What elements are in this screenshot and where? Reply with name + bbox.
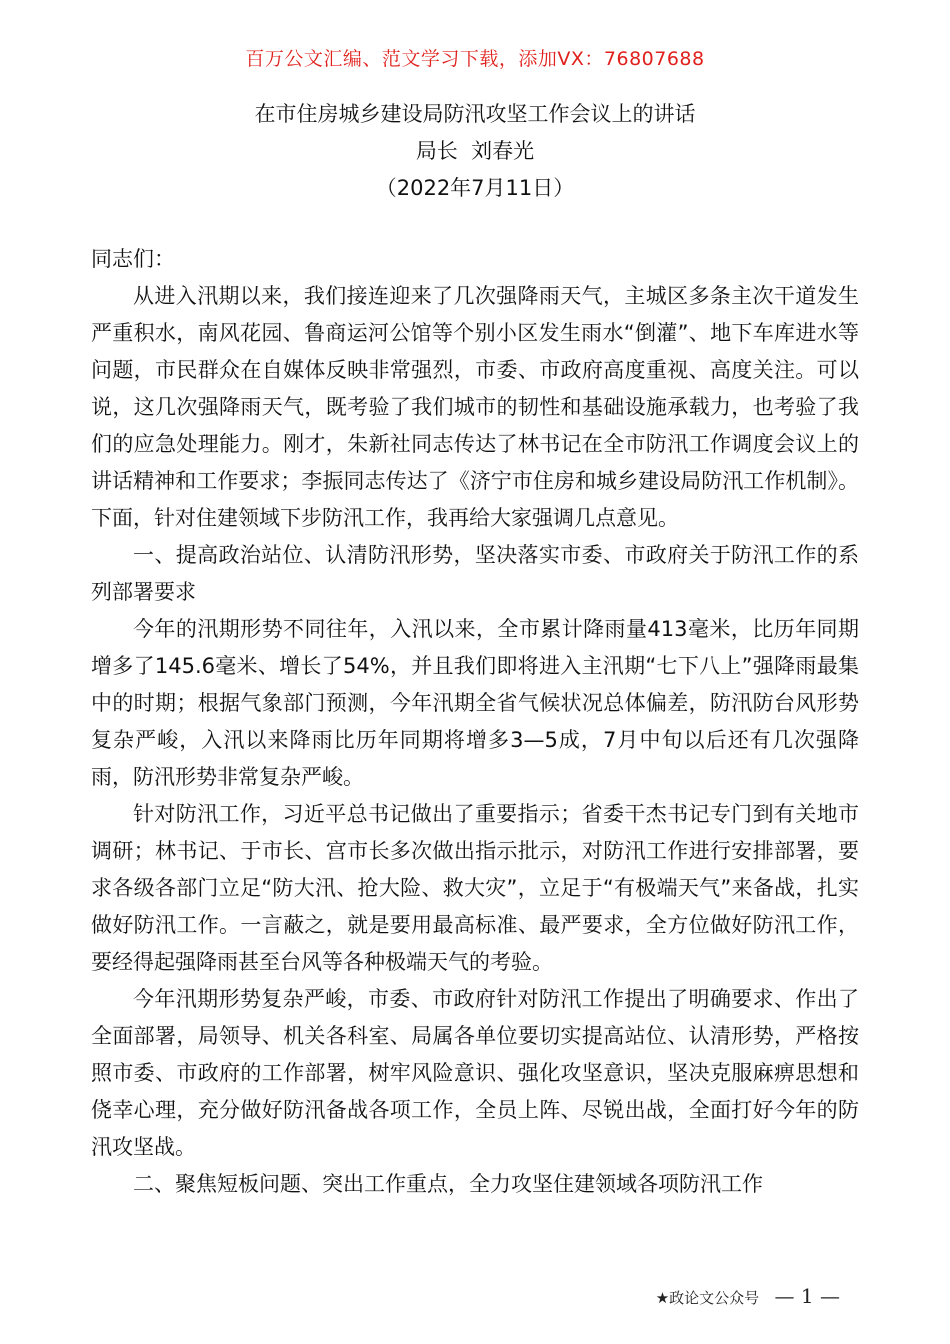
paragraph-instructions: 针对防汛工作，习近平总书记做出了重要指示；省委干杰书记专门到有关地市调研；林书记、于市长、宫市长多次做出指示批示，对防汛工作进行安排部署，要求各级各部门立足“防大汛、抢大险、救大灾”，立足于“有极端天气”来备战，扎实做好防汛工作。一言蔽之，就是要用最高标准、最严要求，全方位做好防汛工作，要经得起强降雨甚至台风等各种极端天气的考验。 xyxy=(91,802,859,974)
section-heading-1: 一、提高政治站位、认清防汛形势，坚决落实市委、市政府关于防汛工作的系列部署要求 xyxy=(91,543,859,604)
salutation: 同志们： xyxy=(91,247,175,271)
footer-source: ★政论文公众号 xyxy=(655,1289,760,1307)
watermark-banner: 百万公文汇编、范文学习下载，添加VX：76807688 xyxy=(245,48,705,70)
paragraph-intro: 从进入汛期以来，我们接连迎来了几次强降雨天气，主城区多条主次干道发生严重积水，南风花园、鲁商运河公馆等个别小区发生雨水“倒灌”、地下车库进水等问题，市民群众在自媒体反映非常强烈，市委、市政府高度重视、高度关注。可以说，这几次强降雨天气，既考验了我们城市的韧性和基础设施承载力，也考验了我们的应急处理能力。刚才，朱新社同志传达了林书记在全市防汛工作调度会议上的讲话精神和工作要求；李振同志传达了《济宁市住房和城乡建设局防汛工作机制》。下面，针对住建领域下步防汛工作，我再给大家强调几点意见。 xyxy=(91,284,859,530)
title-block xyxy=(0,96,950,207)
page-footer xyxy=(656,1284,840,1308)
paragraph-flood-situation: 今年的汛期形势不同往年，入汛以来，全市累计降雨量413毫米，比历年同期增多了145.6毫米、增长了54%，并且我们即将进入主汛期“七下八上”强降雨最集中的时期；根据气象部门预测，今年汛期全省气候状况总体偏差，防汛防台风形势复杂严峻，入汛以来降雨比历年同期将增多3—5成，7月中旬以后还有几次强降雨，防汛形势非常复杂严峻。 xyxy=(91,617,859,789)
speaker-line: 局长 刘春光 xyxy=(415,139,535,163)
document-body xyxy=(91,241,859,1203)
document-title: 在市住房城乡建设局防汛攻坚工作会议上的讲话 xyxy=(254,102,696,126)
date-line: （2022年7月11日） xyxy=(375,176,575,200)
section-heading-2: 二、聚焦短板问题、突出工作重点，全力攻坚住建领域各项防汛工作 xyxy=(133,1172,763,1196)
paragraph-requirements: 今年汛期形势复杂严峻，市委、市政府针对防汛工作提出了明确要求、作出了全面部署，局领导、机关各科室、局属各单位要切实提高站位、认清形势，严格按照市委、市政府的工作部署，树牢风险意识、强化攻坚意识，坚决克服麻痹思想和侥幸心理，充分做好防汛备战各项工作，全员上阵、尽锐出战，全面打好今年的防汛攻坚战。 xyxy=(91,987,859,1159)
page-number: — 1 — xyxy=(774,1284,840,1308)
